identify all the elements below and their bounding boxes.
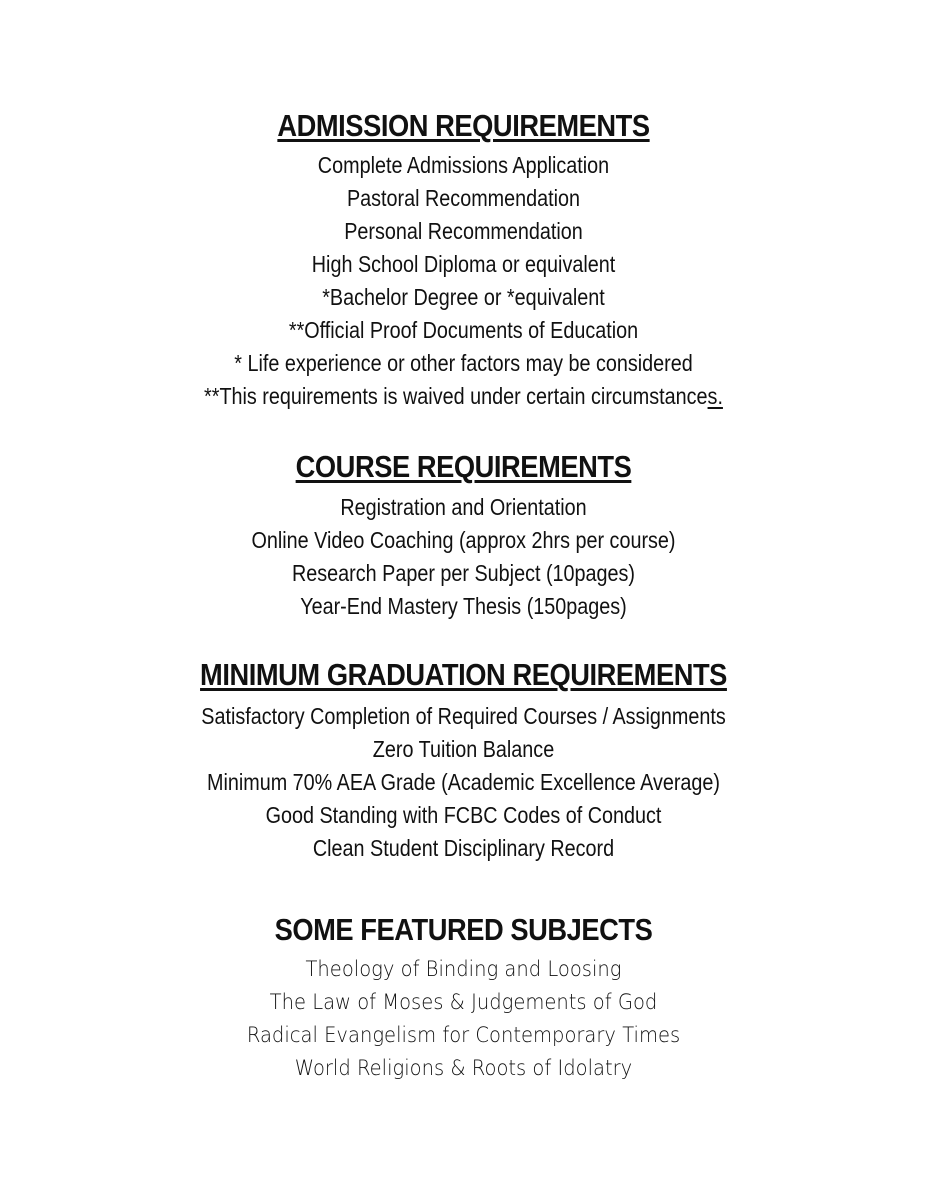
course-item: Registration and Orientation — [340, 494, 587, 520]
graduation-item: Satisfactory Completion of Required Courses / Assignments — [201, 703, 726, 729]
subject-item: The Law of Moses & Judgements of God — [269, 990, 658, 1014]
graduation-item: Zero Tuition Balance — [372, 736, 555, 762]
waiver-text: **This requirements is waived under certain circumstance — [204, 383, 708, 409]
waiver-text-tail: s. — [707, 383, 723, 409]
graduation-item: Good Standing with FCBC Codes of Conduct — [265, 802, 662, 828]
course-heading: COURSE REQUIREMENTS — [295, 449, 632, 484]
subject-item: World Religions & Roots of Idolatry — [294, 1056, 633, 1080]
admission-item: * Life experience or other factors may be considered — [234, 350, 693, 376]
course-item: Research Paper per Subject (10pages) — [291, 560, 636, 586]
admission-item: *Bachelor Degree or *equivalent — [322, 284, 605, 310]
graduation-section — [0, 657, 927, 865]
subjects-section — [0, 912, 927, 1085]
admission-item: Complete Admissions Application — [317, 152, 610, 178]
graduation-item: Clean Student Disciplinary Record — [312, 835, 615, 861]
admission-section — [0, 108, 927, 413]
admission-item: Pastoral Recommendation — [346, 185, 581, 211]
admission-item: Personal Recommendation — [344, 218, 583, 244]
graduation-item: Minimum 70% AEA Grade (Academic Excellence Average) — [206, 769, 721, 795]
subject-item: Radical Evangelism for Contemporary Times — [246, 1023, 681, 1047]
admission-item-waiver — [65, 380, 862, 413]
course-section — [0, 449, 927, 623]
admission-heading: ADMISSION REQUIREMENTS — [277, 108, 650, 143]
admission-item: **Official Proof Documents of Education — [288, 317, 639, 343]
subject-item: Theology of Binding and Loosing — [305, 957, 622, 981]
course-item: Online Video Coaching (approx 2hrs per course) — [251, 527, 676, 553]
course-item: Year-End Mastery Thesis (150pages) — [300, 593, 627, 619]
graduation-heading: MINIMUM GRADUATION REQUIREMENTS — [200, 657, 727, 692]
admission-item: High School Diploma or equivalent — [311, 251, 616, 277]
subjects-heading: SOME FEATURED SUBJECTS — [274, 912, 653, 947]
